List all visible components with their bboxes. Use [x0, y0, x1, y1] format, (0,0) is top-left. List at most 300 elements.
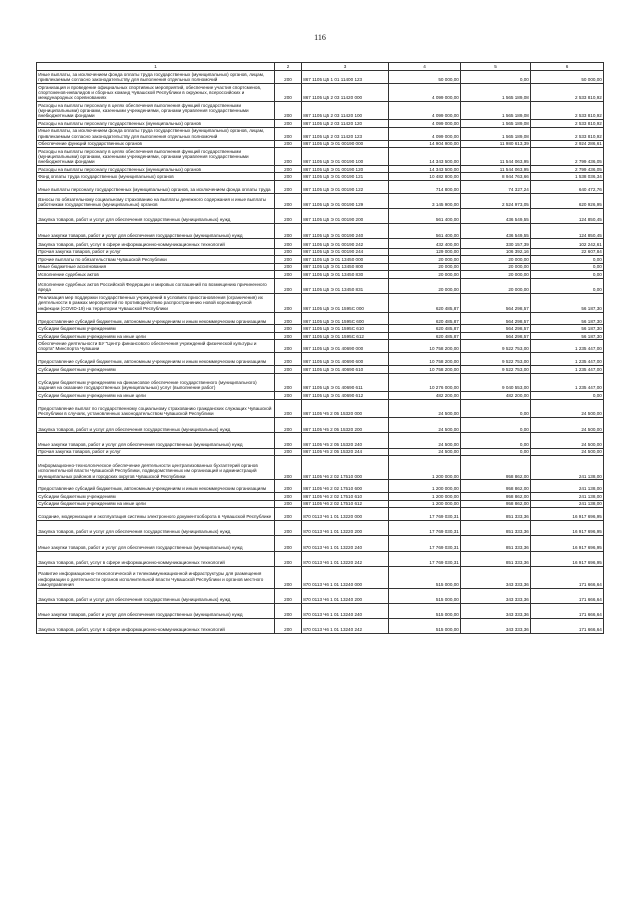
row-remaining-cell: 241 138,00 — [531, 493, 604, 500]
row-name-cell: Закупка товаров, работ и услуг для обеспечения государственных (муниципальных) нужд — [37, 209, 275, 224]
table-row — [37, 340, 604, 353]
row-remaining-cell: 16 917 696,95 — [531, 508, 604, 521]
row-code-cell: 200 — [275, 102, 302, 120]
row-executed-cell: 436 549,55 — [461, 224, 531, 239]
table-row — [37, 84, 604, 102]
row-name-cell: Предоставление субсидий бюджетным, автономным учреждениям и иным некоммерческим организациям — [37, 353, 275, 366]
row-approved-cell: 620 485,87 — [389, 312, 461, 325]
table-row — [37, 392, 604, 399]
row-remaining-cell: 16 917 696,95 — [531, 521, 604, 536]
table-row — [37, 180, 604, 193]
row-name-cell: Иные закупки товаров, работ и услуг для обеспечения государственных (муниципальных) нужд — [37, 603, 275, 618]
row-code-cell: 200 — [275, 312, 302, 325]
row-approved-cell: 14 343 500,00 — [389, 166, 461, 173]
row-classification-cell: 867 1105 Ц5 Э 01 40690 611 — [302, 373, 389, 392]
column-header: 3 — [302, 63, 389, 71]
row-executed-cell: 20 000,00 — [461, 278, 531, 293]
row-name-cell: Реализация мер поддержки государственных учреждений в условиях приостановления (ограничения) их деятельности в рамках мероприятий по противодействию распространению новой коронавирусной инфекции (COVID-19) на территории Чувашской Республики — [37, 293, 275, 312]
row-code-cell: 200 — [275, 120, 302, 127]
row-name-cell: Иные выплаты, за исключением фонда оплаты труда государственных (муниципальных) органов, лицам, привлекаемым согласно законодательству для выполнения отдельных полномочий — [37, 71, 275, 84]
row-remaining-cell: 0,00 — [531, 263, 604, 270]
row-executed-cell: 958 862,00 — [461, 480, 531, 493]
row-classification-cell: 867 1105 Ц5 2 03 11420 123 — [302, 127, 389, 140]
row-remaining-cell: 56 187,30 — [531, 325, 604, 332]
row-approved-cell: 129 000,00 — [389, 248, 461, 255]
row-approved-cell: 24 500,00 — [389, 433, 461, 448]
row-code-cell: 200 — [275, 493, 302, 500]
row-code-cell: 200 — [275, 166, 302, 173]
table-row — [37, 619, 604, 634]
row-classification-cell: 867 1105 Ц5 Э 01 40690 600 — [302, 353, 389, 366]
table-row — [37, 373, 604, 392]
row-approved-cell: 14 904 900,00 — [389, 140, 461, 147]
row-approved-cell: 4 099 000,00 — [389, 120, 461, 127]
column-header: 4 — [389, 63, 461, 71]
table-row — [37, 332, 604, 339]
column-header: 2 — [275, 63, 302, 71]
row-name-cell: Субсидии бюджетным учреждениям на финансовое обеспечение государственного (муниципального) задания на оказание государственных (муниципальных) услуг (выполнение работ) — [37, 373, 275, 392]
row-executed-cell: 74 327,24 — [461, 180, 531, 193]
table-row — [37, 278, 604, 293]
row-executed-cell: 1 565 189,08 — [461, 84, 531, 102]
row-code-cell: 200 — [275, 140, 302, 147]
row-name-cell: Фонд оплаты труда государственных (муниципальных) органов — [37, 173, 275, 180]
row-code-cell: 200 — [275, 147, 302, 165]
row-remaining-cell: 1 235 447,00 — [531, 353, 604, 366]
row-executed-cell: 343 333,36 — [461, 603, 531, 618]
row-name-cell: Информационно-технологическое обеспечение деятельности централизованных бухгалтерий органов исполнительной власти Чувашской Республики, подведомственных им организаций и администраций муниципальных районов и городских округов Чувашской Республики — [37, 456, 275, 480]
row-remaining-cell: 2 533 810,92 — [531, 127, 604, 140]
row-executed-cell: 8 944 763,66 — [461, 173, 531, 180]
row-classification-cell: 867 1105 Ч5 2 05 15320 244 — [302, 448, 389, 455]
row-executed-cell: 0,00 — [461, 433, 531, 448]
row-approved-cell: 10 758 200,00 — [389, 353, 461, 366]
row-remaining-cell: 620 926,95 — [531, 193, 604, 208]
row-classification-cell: 867 1105 Ч6 2 02 17510 610 — [302, 493, 389, 500]
row-classification-cell: 867 1105 Ц5 Э 01 00190 240 — [302, 224, 389, 239]
row-classification-cell: 867 1105 Ц5 Э 01 40690 000 — [302, 340, 389, 353]
row-name-cell: Иные выплаты персоналу государственных (муниципальных) органов, за исключением фонда оплаты труда — [37, 180, 275, 193]
row-code-cell: 200 — [275, 271, 302, 278]
row-code-cell: 200 — [275, 392, 302, 399]
row-classification-cell: 867 1105 Ц5 Э 01 1595С 000 — [302, 293, 389, 312]
row-name-cell: Субсидии бюджетным учреждениям на иные цели — [37, 500, 275, 507]
row-remaining-cell: 171 666,64 — [531, 566, 604, 588]
row-classification-cell: 870 0113 Ч6 1 01 13220 240 — [302, 536, 389, 551]
row-executed-cell: 20 000,00 — [461, 263, 531, 270]
row-remaining-cell: 16 917 696,95 — [531, 551, 604, 566]
row-executed-cell: 11 544 063,95 — [461, 147, 531, 165]
row-executed-cell: 564 298,57 — [461, 325, 531, 332]
row-name-cell: Расходы на выплаты персоналу в целях обеспечения выполнения функций государственными (муниципальными) органами, казенными учреждениями, органами управления государственными внебюджетными фондами — [37, 102, 275, 120]
row-executed-cell: 1 565 189,08 — [461, 127, 531, 140]
row-executed-cell: 343 333,36 — [461, 566, 531, 588]
row-approved-cell: 515 000,00 — [389, 588, 461, 603]
row-classification-cell: 870 0113 Ч6 1 01 13220 000 — [302, 508, 389, 521]
row-classification-cell: 867 1105 Ц5 Э 01 13450 800 — [302, 263, 389, 270]
table-row — [37, 551, 604, 566]
row-code-cell: 200 — [275, 603, 302, 618]
row-executed-cell: 851 333,36 — [461, 521, 531, 536]
row-classification-cell: 867 1105 Ч5 2 05 15320 240 — [302, 433, 389, 448]
row-remaining-cell: 241 138,00 — [531, 456, 604, 480]
row-classification-cell: 867 1105 Ц5 Э 01 00190 120 — [302, 166, 389, 173]
table-row — [37, 173, 604, 180]
row-name-cell: Иные выплаты, за исключением фонда оплаты труда государственных (муниципальных) органов, лицам, привлекаемым согласно законодательству для выполнения отдельных полномочий — [37, 127, 275, 140]
row-code-cell: 200 — [275, 325, 302, 332]
page-number: 116 — [314, 33, 326, 42]
row-code-cell: 200 — [275, 433, 302, 448]
table-row — [37, 127, 604, 140]
column-header: 5 — [461, 63, 531, 71]
row-approved-cell: 482 200,00 — [389, 392, 461, 399]
row-approved-cell: 20 000,00 — [389, 263, 461, 270]
row-approved-cell: 561 400,00 — [389, 224, 461, 239]
row-approved-cell: 1 200 000,00 — [389, 500, 461, 507]
row-approved-cell: 1 200 000,00 — [389, 456, 461, 480]
row-code-cell: 200 — [275, 224, 302, 239]
row-approved-cell: 4 099 000,00 — [389, 102, 461, 120]
table-row — [37, 603, 604, 618]
table-body — [37, 71, 604, 634]
row-approved-cell: 620 485,87 — [389, 293, 461, 312]
row-executed-cell: 958 862,00 — [461, 456, 531, 480]
row-approved-cell: 24 500,00 — [389, 399, 461, 418]
column-header: 6 — [531, 63, 604, 71]
row-classification-cell: 867 1105 Ц5 Э 01 1595С 600 — [302, 312, 389, 325]
row-approved-cell: 1 200 000,00 — [389, 493, 461, 500]
row-executed-cell: 958 862,00 — [461, 500, 531, 507]
table-row — [37, 325, 604, 332]
row-classification-cell: 870 0113 Ч6 1 01 13240 240 — [302, 603, 389, 618]
row-code-cell: 200 — [275, 373, 302, 392]
row-approved-cell: 515 000,00 — [389, 603, 461, 618]
table-row — [37, 224, 604, 239]
row-code-cell: 200 — [275, 173, 302, 180]
row-executed-cell: 436 549,55 — [461, 209, 531, 224]
row-approved-cell: 515 000,00 — [389, 619, 461, 634]
row-code-cell: 200 — [275, 399, 302, 418]
row-approved-cell: 620 485,87 — [389, 325, 461, 332]
row-classification-cell: 867 1105 Ц5 Э 01 00190 129 — [302, 193, 389, 208]
row-executed-cell: 1 565 189,08 — [461, 120, 531, 127]
row-name-cell: Иные закупки товаров, работ и услуг для обеспечения государственных (муниципальных) нужд — [37, 536, 275, 551]
row-approved-cell: 432 400,00 — [389, 239, 461, 249]
row-name-cell: Предоставление субсидий бюджетным, автономным учреждениям и иным некоммерческим организациям — [37, 480, 275, 493]
row-remaining-cell: 241 138,00 — [531, 480, 604, 493]
row-approved-cell: 17 769 030,31 — [389, 551, 461, 566]
row-approved-cell: 10 758 200,00 — [389, 340, 461, 353]
table-row — [37, 71, 604, 84]
row-classification-cell: 867 1105 Ц5 Э 01 13450 830 — [302, 271, 389, 278]
table-row — [37, 312, 604, 325]
row-code-cell: 200 — [275, 127, 302, 140]
row-classification-cell: 867 1105 Ц5 Э 01 00190 121 — [302, 173, 389, 180]
table-row — [37, 120, 604, 127]
table-row — [37, 433, 604, 448]
table-row — [37, 239, 604, 249]
row-classification-cell: 867 1105 Ц5 1 01 11400 123 — [302, 71, 389, 84]
row-classification-cell: 867 1105 Ц5 2 03 11420 000 — [302, 84, 389, 102]
row-name-cell: Субсидии бюджетным учреждениям — [37, 366, 275, 373]
row-remaining-cell: 1 235 447,00 — [531, 340, 604, 353]
row-executed-cell: 851 333,36 — [461, 536, 531, 551]
row-approved-cell: 1 200 000,00 — [389, 480, 461, 493]
table-row — [37, 293, 604, 312]
row-approved-cell: 515 000,00 — [389, 566, 461, 588]
row-classification-cell: 870 0113 Ч6 1 01 13240 242 — [302, 619, 389, 634]
row-remaining-cell: 22 607,84 — [531, 248, 604, 255]
row-approved-cell: 20 000,00 — [389, 271, 461, 278]
table-row — [37, 500, 604, 507]
row-remaining-cell: 640 472,76 — [531, 180, 604, 193]
row-executed-cell: 0,00 — [461, 399, 531, 418]
row-approved-cell: 24 500,00 — [389, 448, 461, 455]
column-number-row — [37, 63, 604, 71]
table-row — [37, 448, 604, 455]
row-approved-cell: 10 758 200,00 — [389, 366, 461, 373]
row-approved-cell: 17 769 030,31 — [389, 536, 461, 551]
row-approved-cell: 561 400,00 — [389, 209, 461, 224]
table-row — [37, 536, 604, 551]
row-code-cell: 200 — [275, 239, 302, 249]
row-remaining-cell: 171 666,64 — [531, 588, 604, 603]
row-name-cell: Закупка товаров, работ, услуг в сфере информационно-коммуникационных технологий — [37, 619, 275, 634]
table-row — [37, 263, 604, 270]
row-approved-cell: 20 000,00 — [389, 278, 461, 293]
row-name-cell: Расходы на выплаты персоналу в целях обеспечения выполнения функций государственными (муниципальными) органами, казенными учреждениями, органами управления государственными внебюджетными фондами — [37, 147, 275, 165]
row-classification-cell: 867 1105 Ч5 2 05 15320 200 — [302, 418, 389, 433]
table-row — [37, 480, 604, 493]
row-code-cell: 200 — [275, 256, 302, 263]
row-remaining-cell: 2 799 436,05 — [531, 147, 604, 165]
row-code-cell: 200 — [275, 588, 302, 603]
row-code-cell: 200 — [275, 353, 302, 366]
row-classification-cell: 867 1105 Ц5 Э 01 1595С 610 — [302, 325, 389, 332]
row-classification-cell: 870 0113 Ч6 1 01 13220 242 — [302, 551, 389, 566]
row-classification-cell: 867 1105 Ч6 2 02 17510 000 — [302, 456, 389, 480]
row-code-cell: 200 — [275, 619, 302, 634]
table-row — [37, 399, 604, 418]
row-executed-cell: 851 333,36 — [461, 551, 531, 566]
row-name-cell: Развитие информационно-технологической и телекоммуникационной инфраструктуры для размещения информации о деятельности органов исполнительной власти Чувашской Республики и органов местного самоуправления — [37, 566, 275, 588]
row-classification-cell: 867 1105 Ч6 2 02 17510 600 — [302, 480, 389, 493]
row-executed-cell: 9 522 753,00 — [461, 366, 531, 373]
row-executed-cell: 106 392,16 — [461, 248, 531, 255]
row-classification-cell: 867 1105 Ц5 Э 01 00190 122 — [302, 180, 389, 193]
row-remaining-cell: 124 850,45 — [531, 209, 604, 224]
row-name-cell: Прочая закупка товаров, работ и услуг — [37, 248, 275, 255]
row-remaining-cell: 124 850,45 — [531, 224, 604, 239]
row-code-cell: 200 — [275, 180, 302, 193]
row-approved-cell: 714 800,00 — [389, 180, 461, 193]
table-row — [37, 456, 604, 480]
row-classification-cell: 867 1105 Ч6 2 02 17510 612 — [302, 500, 389, 507]
row-approved-cell: 50 000,00 — [389, 71, 461, 84]
row-executed-cell: 343 333,36 — [461, 619, 531, 634]
row-name-cell: Прочие выплаты по обязательствам Чувашской Республики — [37, 256, 275, 263]
table-row — [37, 366, 604, 373]
row-classification-cell: 867 1105 Ц5 Э 01 13450 831 — [302, 278, 389, 293]
row-name-cell: Субсидии бюджетным учреждениям — [37, 325, 275, 332]
table-row — [37, 248, 604, 255]
row-executed-cell: 851 333,36 — [461, 508, 531, 521]
row-name-cell: Расходы на выплаты персоналу государственных (муниципальных) органов — [37, 120, 275, 127]
table-row — [37, 566, 604, 588]
row-name-cell: Исполнение судебных актов — [37, 271, 275, 278]
row-approved-cell: 20 000,00 — [389, 256, 461, 263]
row-remaining-cell: 1 235 447,00 — [531, 373, 604, 392]
row-code-cell: 200 — [275, 71, 302, 84]
row-code-cell: 200 — [275, 418, 302, 433]
row-approved-cell: 17 769 030,31 — [389, 521, 461, 536]
table-row — [37, 256, 604, 263]
row-code-cell: 200 — [275, 448, 302, 455]
row-remaining-cell: 24 500,00 — [531, 433, 604, 448]
row-approved-cell: 4 099 000,00 — [389, 84, 461, 102]
row-classification-cell: 867 1105 Ц5 Э 01 00190 200 — [302, 209, 389, 224]
row-classification-cell: 870 0113 Ч6 1 01 13220 200 — [302, 521, 389, 536]
row-remaining-cell: 0,00 — [531, 392, 604, 399]
row-name-cell: Субсидии бюджетным учреждениям на иные цели — [37, 392, 275, 399]
row-code-cell: 200 — [275, 340, 302, 353]
row-executed-cell: 343 333,36 — [461, 588, 531, 603]
row-code-cell: 200 — [275, 209, 302, 224]
row-approved-cell: 620 485,87 — [389, 332, 461, 339]
row-classification-cell: 867 1105 Ц5 Э 01 00190 244 — [302, 248, 389, 255]
row-name-cell: Предоставление субсидий бюджетным, автономным учреждениям и иным некоммерческим организациям — [37, 312, 275, 325]
row-executed-cell: 564 298,57 — [461, 293, 531, 312]
row-code-cell: 200 — [275, 293, 302, 312]
row-executed-cell: 0,00 — [461, 448, 531, 455]
row-code-cell: 200 — [275, 536, 302, 551]
row-executed-cell: 482 200,00 — [461, 392, 531, 399]
row-executed-cell: 1 565 189,08 — [461, 102, 531, 120]
row-remaining-cell: 2 533 810,92 — [531, 102, 604, 120]
row-classification-cell: 867 1105 Ц5 Э 01 00190 100 — [302, 147, 389, 165]
row-remaining-cell: 2 533 810,92 — [531, 84, 604, 102]
row-classification-cell: 867 1105 Ц5 Э 01 00190 242 — [302, 239, 389, 249]
row-executed-cell: 20 000,00 — [461, 256, 531, 263]
row-classification-cell: 867 1105 Ч5 2 05 15320 000 — [302, 399, 389, 418]
row-name-cell: Субсидии бюджетным учреждениям на иные цели — [37, 332, 275, 339]
row-name-cell: Закупка товаров, работ и услуг для обеспечения государственных (муниципальных) нужд — [37, 521, 275, 536]
table-row — [37, 493, 604, 500]
row-name-cell: Организация и проведение официальных спортивных мероприятий, обеспечение участия спортсменов, спортсменов-инвалидов и сборных команд Чувашской Республики в окружных, всероссийских и международных соревнованиях — [37, 84, 275, 102]
row-remaining-cell: 56 187,30 — [531, 332, 604, 339]
row-code-cell: 200 — [275, 84, 302, 102]
row-executed-cell: 330 157,39 — [461, 239, 531, 249]
row-code-cell: 200 — [275, 193, 302, 208]
row-remaining-cell: 16 917 696,95 — [531, 536, 604, 551]
row-classification-cell: 867 1105 Ц5 Э 01 13450 000 — [302, 256, 389, 263]
row-remaining-cell: 2 533 810,92 — [531, 120, 604, 127]
row-executed-cell: 0,00 — [461, 71, 531, 84]
row-name-cell: Предоставление выплат по государственному социальному страхованию гражданских служащих Чувашской Республики в случаях, установленных законодательством Чувашской Республики — [37, 399, 275, 418]
row-remaining-cell: 24 500,00 — [531, 448, 604, 455]
row-approved-cell: 17 769 030,31 — [389, 508, 461, 521]
row-code-cell: 200 — [275, 566, 302, 588]
row-code-cell: 200 — [275, 248, 302, 255]
row-remaining-cell: 50 000,00 — [531, 71, 604, 84]
table-row — [37, 588, 604, 603]
row-classification-cell: 870 0113 Ч6 1 01 13240 200 — [302, 588, 389, 603]
row-code-cell: 200 — [275, 366, 302, 373]
row-executed-cell: 564 298,57 — [461, 312, 531, 325]
table-row — [37, 147, 604, 165]
row-name-cell: Исполнение судебных актов Российской Федерации и мировых соглашений по возмещению причиненного вреда — [37, 278, 275, 293]
row-remaining-cell: 56 187,30 — [531, 312, 604, 325]
row-name-cell: Обеспечение деятельности БУ "Центр финансового обеспечения учреждений физической культуры и спорта" Минспорта Чувашии — [37, 340, 275, 353]
row-approved-cell: 10 276 000,00 — [389, 373, 461, 392]
row-code-cell: 200 — [275, 278, 302, 293]
row-classification-cell: 867 1105 Ц5 Э 01 40690 612 — [302, 392, 389, 399]
row-executed-cell: 2 524 973,05 — [461, 193, 531, 208]
row-remaining-cell: 24 500,00 — [531, 399, 604, 418]
row-name-cell: Иные закупки товаров, работ и услуг для обеспечения государственных (муниципальных) нужд — [37, 433, 275, 448]
row-remaining-cell: 102 242,61 — [531, 239, 604, 249]
row-remaining-cell: 241 138,00 — [531, 500, 604, 507]
table-row — [37, 353, 604, 366]
row-name-cell: Закупка товаров, работ, услуг в сфере информационно-коммуникационных технологий — [37, 551, 275, 566]
table-row — [37, 140, 604, 147]
row-name-cell: Прочая закупка товаров, работ и услуг — [37, 448, 275, 455]
row-code-cell: 200 — [275, 551, 302, 566]
row-classification-cell: 867 1105 Ц5 2 03 11420 100 — [302, 102, 389, 120]
row-executed-cell: 9 040 553,00 — [461, 373, 531, 392]
row-remaining-cell: 171 666,64 — [531, 603, 604, 618]
row-remaining-cell: 2 799 436,05 — [531, 166, 604, 173]
row-remaining-cell: 0,00 — [531, 278, 604, 293]
row-executed-cell: 9 522 753,00 — [461, 340, 531, 353]
row-name-cell: Обеспечение функций государственных органов — [37, 140, 275, 147]
table-row — [37, 209, 604, 224]
row-executed-cell: 958 862,00 — [461, 493, 531, 500]
row-remaining-cell: 2 924 286,61 — [531, 140, 604, 147]
row-classification-cell: 867 1105 Ц5 2 03 11420 120 — [302, 120, 389, 127]
row-name-cell: Иные бюджетные ассигнования — [37, 263, 275, 270]
row-classification-cell: 870 0113 Ч6 1 01 13240 000 — [302, 566, 389, 588]
row-approved-cell: 10 482 800,00 — [389, 173, 461, 180]
row-name-cell: Закупка товаров, работ и услуг для обеспечения государственных (муниципальных) нужд — [37, 588, 275, 603]
column-header: 1 — [37, 63, 275, 71]
row-approved-cell: 14 343 500,00 — [389, 147, 461, 165]
row-classification-cell: 867 1105 Ц5 Э 01 00190 000 — [302, 140, 389, 147]
row-remaining-cell: 1 235 447,00 — [531, 366, 604, 373]
table-row — [37, 418, 604, 433]
row-remaining-cell: 56 187,30 — [531, 293, 604, 312]
row-name-cell: Создание, модернизация и эксплуатация системы электронного документооборота в Чувашской Республике — [37, 508, 275, 521]
row-executed-cell: 11 544 063,95 — [461, 166, 531, 173]
row-remaining-cell: 1 538 036,34 — [531, 173, 604, 180]
row-name-cell: Расходы на выплаты персоналу государственных (муниципальных) органов — [37, 166, 275, 173]
row-remaining-cell: 0,00 — [531, 271, 604, 278]
row-approved-cell: 24 500,00 — [389, 418, 461, 433]
row-code-cell: 200 — [275, 508, 302, 521]
row-approved-cell: 3 145 900,00 — [389, 193, 461, 208]
row-classification-cell: 867 1105 Ц5 Э 01 40690 610 — [302, 366, 389, 373]
table-row — [37, 193, 604, 208]
row-code-cell: 200 — [275, 500, 302, 507]
row-name-cell: Иные закупки товаров, работ и услуг для обеспечения государственных (муниципальных) нужд — [37, 224, 275, 239]
row-executed-cell: 9 522 753,00 — [461, 353, 531, 366]
budget-execution-table — [36, 62, 604, 634]
row-executed-cell: 11 980 613,39 — [461, 140, 531, 147]
row-code-cell: 200 — [275, 456, 302, 480]
row-name-cell: Субсидии бюджетным учреждениям — [37, 493, 275, 500]
row-code-cell: 200 — [275, 263, 302, 270]
row-remaining-cell: 171 666,64 — [531, 619, 604, 634]
